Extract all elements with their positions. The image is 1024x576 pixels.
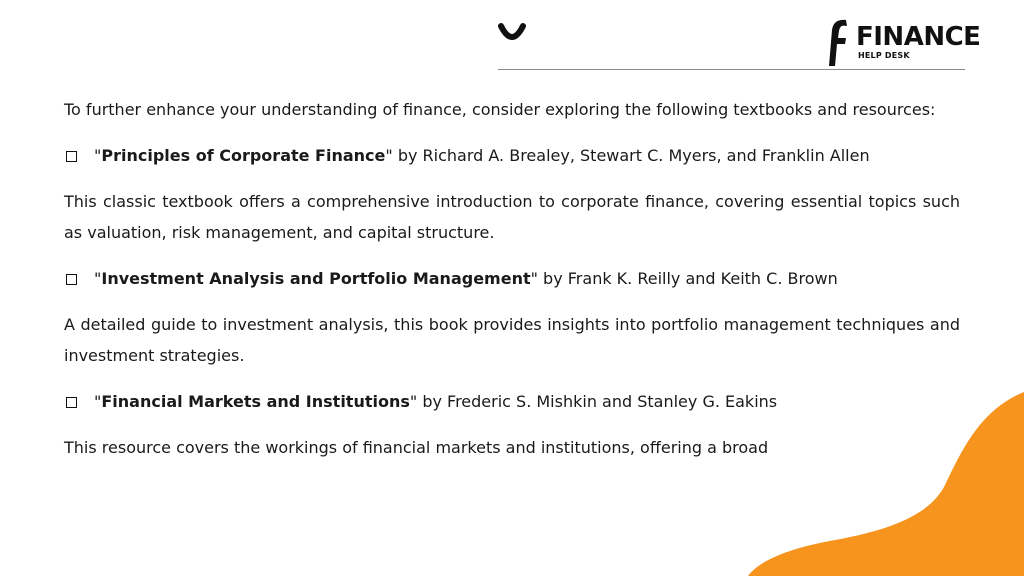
book-title: Financial Markets and Institutions (101, 392, 410, 411)
book-authors: " by Frank K. Reilly and Keith C. Brown (530, 269, 838, 288)
intro-paragraph: To further enhance your understanding of finance, consider exploring the following textbooks and resources: (64, 100, 936, 119)
book-item-1 (64, 144, 960, 168)
logo-wordmark: FINANCE (856, 22, 981, 52)
book-authors: " by Richard A. Brealey, Stewart C. Myers, and Franklin Allen (385, 146, 870, 165)
book-title: Investment Analysis and Portfolio Management (101, 269, 531, 288)
book-item-2 (64, 267, 960, 291)
finance-help-desk-logo (820, 18, 981, 70)
book-description-3: This resource covers the workings of financial markets and institutions, offering a broad (64, 438, 769, 457)
book-entry: "Investment Analysis and Portfolio Management" by Frank K. Reilly and Keith C. Brown (94, 269, 838, 288)
f-logo-icon (820, 18, 852, 70)
book-item-3 (64, 390, 960, 414)
book-description-2: A detailed guide to investment analysis, this book provides insights into portfolio management techniques and investment strategies. (64, 315, 960, 365)
checkbox-bullet-icon (66, 397, 77, 408)
book-title: Principles of Corporate Finance (101, 146, 386, 165)
book-entry: "Principles of Corporate Finance" by Richard A. Brealey, Stewart C. Myers, and Franklin Allen (94, 146, 870, 165)
decorative-arc-icon (498, 22, 526, 44)
book-entry: "Financial Markets and Institutions" by Frederic S. Mishkin and Stanley G. Eakins (94, 392, 778, 411)
checkbox-bullet-icon (66, 274, 77, 285)
content-body (64, 94, 960, 463)
logo-tagline: HELP DESK (858, 51, 910, 60)
checkbox-bullet-icon (66, 151, 77, 162)
book-description-1: This classic textbook offers a comprehensive introduction to corporate finance, covering essential topics such as valuation, risk management, and capital structure. (64, 192, 960, 242)
book-authors: " by Frederic S. Mishkin and Stanley G. Eakins (409, 392, 778, 411)
